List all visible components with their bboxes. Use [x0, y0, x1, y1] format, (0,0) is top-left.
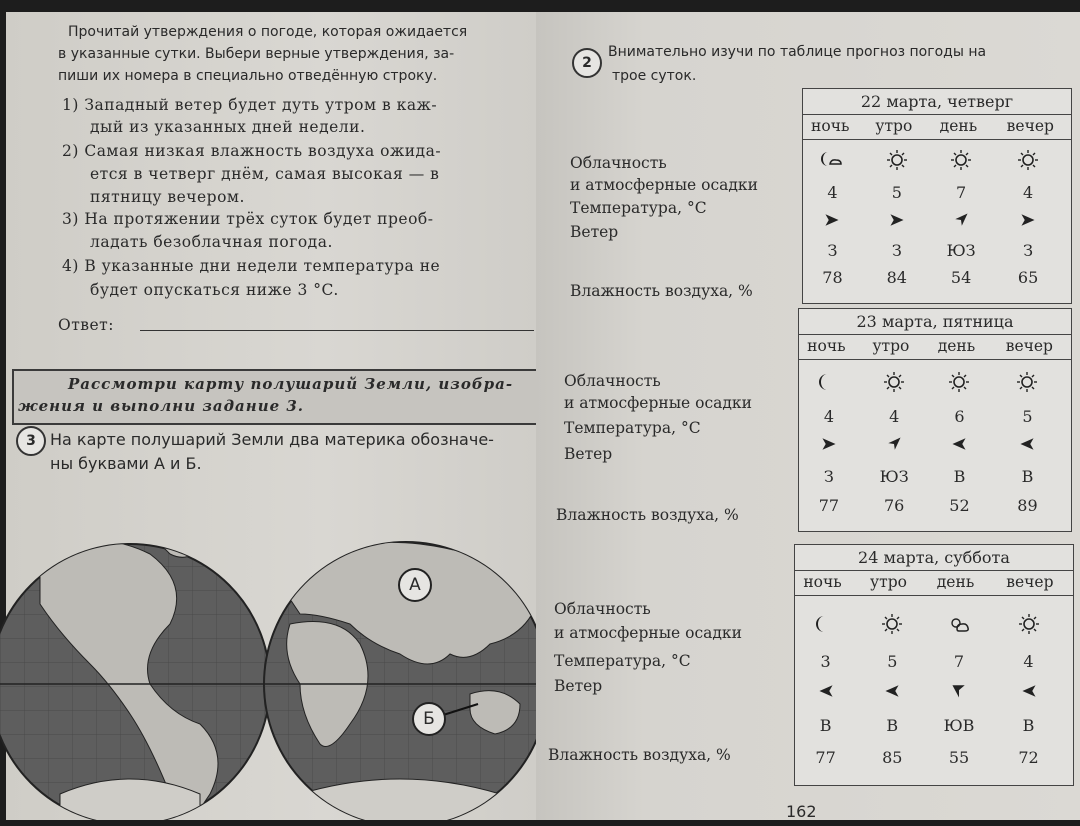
day2-label-humidity: Влажность воздуха, %: [556, 506, 739, 524]
period-label: утро: [875, 117, 913, 135]
day1-label-precip: и атмосферные осадки: [570, 176, 758, 194]
statement-2b: ется в четверг днём, самая высокая — в: [90, 165, 440, 183]
humidity-value: 85: [882, 747, 903, 767]
task-3-line-1: На карте полушарий Земли два материка обозначе-: [50, 430, 494, 449]
period-header-row: [799, 334, 1071, 360]
intro-line-3: пиши их номера в специально отведённую строку.: [58, 68, 438, 84]
wind-direction-value: ЮЗ: [879, 466, 909, 486]
humidity-value: 54: [950, 268, 972, 288]
humidity-value: 89: [1017, 495, 1038, 515]
day2-label-precip: и атмосферные осадки: [564, 394, 752, 412]
temperature-value: 4: [1023, 651, 1034, 671]
day1-label-wind: Ветер: [570, 223, 619, 241]
period-label: день: [939, 117, 978, 135]
day3-label-temp: Температура, °C: [554, 652, 691, 670]
period-label: день: [936, 573, 975, 591]
arrow-east-icon: [823, 211, 841, 229]
statement-1b: дый из указанных дней недели.: [90, 118, 366, 136]
wind-direction-value: В: [953, 466, 966, 486]
western-hemisphere: [0, 531, 280, 820]
arrow-northeast-icon: [952, 211, 970, 229]
period-label: день: [937, 337, 976, 355]
moon-icon: [815, 613, 837, 635]
humidity-value: 55: [948, 747, 970, 767]
statement-4b: будет опускаться ниже 3 °C.: [90, 281, 339, 299]
marker-a: А: [398, 568, 432, 602]
arrow-west-icon: [1018, 435, 1036, 453]
day1-label-clouds: Облачность: [570, 154, 667, 172]
task-2-number: 2: [572, 48, 602, 78]
answer-label: Ответ:: [58, 316, 114, 334]
answer-line[interactable]: [140, 330, 534, 331]
temperature-value: 4: [823, 406, 834, 426]
period-label: ночь: [807, 337, 846, 355]
forecast-table-day-1: [802, 88, 1072, 304]
temperature-value: 3: [820, 651, 831, 671]
forecast-day-title: 23 марта, пятница: [799, 309, 1071, 335]
period-label: утро: [870, 573, 907, 591]
day3-label-clouds: Облачность: [554, 600, 651, 618]
hemispheres-map: [0, 494, 536, 820]
arrow-west-icon: [950, 435, 968, 453]
instruction-box: [12, 369, 538, 425]
humidity-value: 72: [1018, 747, 1039, 767]
day2-label-wind: Ветер: [564, 445, 613, 463]
sun-icon: [948, 371, 970, 393]
instruction-line-2: жения и выполни задание 3.: [18, 397, 305, 415]
sun-icon: [1016, 371, 1038, 393]
temperature-value: 4: [827, 182, 838, 202]
humidity-value: 84: [886, 268, 907, 288]
day3-label-wind: Ветер: [554, 677, 603, 695]
right-page: [536, 12, 1080, 820]
arrow-west-icon: [817, 682, 835, 700]
task-3-number: 3: [16, 426, 46, 456]
wind-direction-value: З: [1023, 240, 1034, 260]
period-label: ночь: [803, 573, 842, 591]
humidity-value: 65: [1017, 268, 1039, 288]
arrow-west-icon: [1020, 682, 1038, 700]
arrow-east-icon: [820, 435, 838, 453]
arrow-east-icon: [888, 211, 906, 229]
task-2-line-2: трое суток.: [612, 68, 697, 84]
temperature-value: 5: [891, 182, 902, 202]
forecast-table-day-2: [798, 308, 1072, 532]
wind-direction-value: З: [823, 466, 834, 486]
statement-1a: 1) Западный ветер будет дуть утром в каж-: [62, 96, 438, 114]
period-label: ночь: [811, 117, 850, 135]
statement-4a: 4) В указанные дни недели температура не: [62, 257, 441, 275]
temperature-value: 7: [953, 651, 965, 671]
period-label: вечер: [1006, 573, 1054, 591]
humidity-value: 52: [949, 495, 970, 515]
humidity-value: 77: [815, 747, 836, 767]
day3-label-precip: и атмосферные осадки: [554, 624, 742, 642]
sun-icon: [881, 613, 903, 635]
wind-direction-value: В: [1021, 466, 1034, 486]
day1-label-temp: Температура, °C: [570, 199, 707, 217]
temperature-value: 5: [1022, 406, 1033, 426]
statement-3a: 3) На протяжении трёх суток будет преоб-: [62, 210, 434, 228]
forecast-table-day-3: [794, 544, 1074, 786]
statement-2c: пятницу вечером.: [90, 188, 245, 206]
period-label: вечер: [1005, 337, 1053, 355]
temperature-value: 4: [1023, 182, 1034, 202]
wind-direction-value: З: [827, 240, 838, 260]
arrow-east-icon: [1019, 211, 1037, 229]
period-label: вечер: [1006, 117, 1054, 135]
humidity-value: 78: [822, 268, 843, 288]
sun-icon: [883, 371, 905, 393]
statement-2a: 2) Самая низкая влажность воздуха ожида-: [62, 142, 442, 160]
period-header-row: [795, 570, 1073, 596]
task-2-line-1: Внимательно изучи по таблице прогноз погоды на: [608, 44, 987, 60]
period-label: утро: [872, 337, 910, 355]
sun-icon: [886, 149, 908, 171]
wind-direction-value: З: [891, 240, 902, 260]
humidity-value: 77: [818, 495, 840, 515]
left-page: [6, 12, 536, 820]
sun-cloud-icon: [948, 613, 970, 635]
instruction-line-1: Рассмотри карту полушарий Земли, изобра-: [68, 375, 514, 393]
humidity-value: 76: [884, 495, 905, 515]
wind-direction-value: В: [886, 716, 899, 736]
wind-direction-value: В: [1022, 716, 1035, 736]
sun-icon: [1017, 149, 1039, 171]
sun-icon: [1018, 613, 1040, 635]
arrow-northeast-icon: [885, 435, 903, 453]
forecast-day-title: 24 марта, суббота: [795, 545, 1073, 571]
day1-label-humidity: Влажность воздуха, %: [570, 282, 753, 300]
moon-cloud-icon: [821, 149, 843, 171]
statement-3b: ладать безоблачная погода.: [90, 233, 333, 251]
intro-line-2: в указанные сутки. Выбери верные утверждения, за-: [58, 46, 455, 62]
day2-label-clouds: Облачность: [564, 372, 661, 390]
arrow-southeast-icon: [950, 682, 968, 700]
page-number: 162: [786, 802, 817, 821]
period-header-row: [803, 114, 1071, 140]
forecast-day-title: 22 марта, четверг: [803, 89, 1071, 115]
temperature-value: 5: [887, 651, 898, 671]
marker-b: Б: [412, 702, 446, 736]
sun-icon: [950, 149, 972, 171]
eastern-hemisphere: [250, 534, 536, 820]
wind-direction-value: ЮВ: [943, 716, 975, 736]
day3-label-humidity: Влажность воздуха, %: [548, 746, 731, 764]
task-3-line-2: ны буквами А и Б.: [50, 454, 202, 473]
day2-label-temp: Температура, °C: [564, 419, 701, 437]
moon-icon: [818, 371, 840, 393]
wind-direction-value: ЮЗ: [946, 240, 976, 260]
arrow-west-icon: [883, 682, 901, 700]
temperature-value: 4: [889, 406, 900, 426]
intro-line-1: Прочитай утверждения о погоде, которая ожидается: [68, 24, 468, 40]
temperature-value: 7: [956, 182, 967, 202]
wind-direction-value: В: [819, 716, 832, 736]
temperature-value: 6: [954, 406, 965, 426]
